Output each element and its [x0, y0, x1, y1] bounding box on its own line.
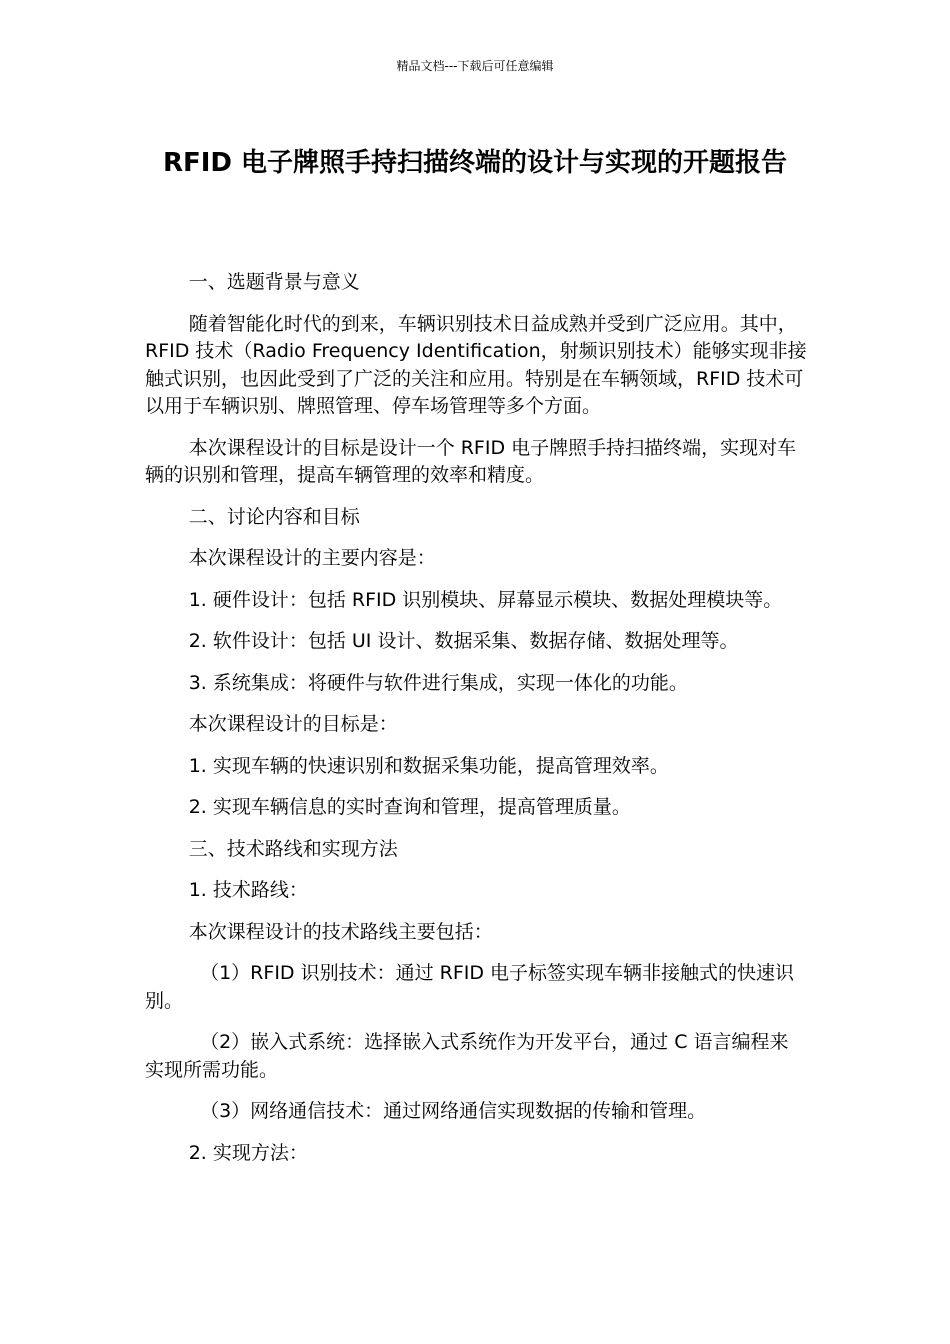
paragraph-target-intro: 本次课程设计的目标是： [188, 713, 398, 735]
list-item-hardware: 1. 硬件设计：包括 RFID 识别模块、屏幕显示模块、数据处理模块等。 [188, 588, 783, 611]
section-heading-background: 一、选题背景与意义 [188, 271, 360, 293]
page-header: 精品文档---下载后可任意编辑 [396, 59, 554, 73]
section-heading-technology: 三、技术路线和实现方法 [188, 837, 398, 860]
subheading-implementation: 2. 实现方法： [188, 1141, 308, 1164]
list-item-target-1: 1. 实现车辆的快速识别和数据采集功能，提高管理效率。 [188, 754, 669, 777]
section-heading-content: 二、讨论内容和目标 [188, 505, 360, 528]
list-item-rfid: （1）RFID 识别技术：通过 RFID 电子标签实现车辆非接触式的快速识别。 [145, 962, 795, 1012]
list-item-target-2: 2. 实现车辆信息的实时查询和管理，提高管理质量。 [188, 796, 631, 818]
subheading-tech-route: 1. 技术路线： [188, 879, 308, 901]
paragraph-tech-route-intro: 本次课程设计的技术路线主要包括： [188, 920, 493, 943]
list-item-software: 2. 软件设计：包括 UI 设计、数据采集、数据存储、数据处理等。 [188, 630, 739, 652]
list-item-network: （3）网络通信技术：通过网络通信实现数据的传输和管理。 [200, 1100, 707, 1122]
paragraph-content-intro: 本次课程设计的主要内容是： [188, 547, 436, 569]
list-item-integration: 3. 系统集成：将硬件与软件进行集成，实现一体化的功能。 [188, 671, 688, 694]
list-item-embedded: （2）嵌入式系统：选择嵌入式系统作为开发平台，通过 C 语言编程来实现所需功能。 [145, 1031, 789, 1081]
document-body [145, 269, 807, 1181]
document-title: RFID 电子牌照手持扫描终端的设计与实现的开题报告 [162, 148, 788, 178]
paragraph-background: 随着智能化时代的到来，车辆识别技术日益成熟并受到广泛应用。其中，RFID 技术（Radio Frequency Identification，射频识别技术）能够实现非接触式识别，也因此受到了广泛的关注和应用。特别是在车辆领域，RFID 技术可以用于车辆识别、牌照管理、停车场管理等多个方面。 [145, 312, 807, 417]
paragraph-goal: 本次课程设计的目标是设计一个 RFID 电子牌照手持扫描终端，实现对车辆的识别和管理，提高车辆管理的效率和精度。 [145, 436, 797, 486]
